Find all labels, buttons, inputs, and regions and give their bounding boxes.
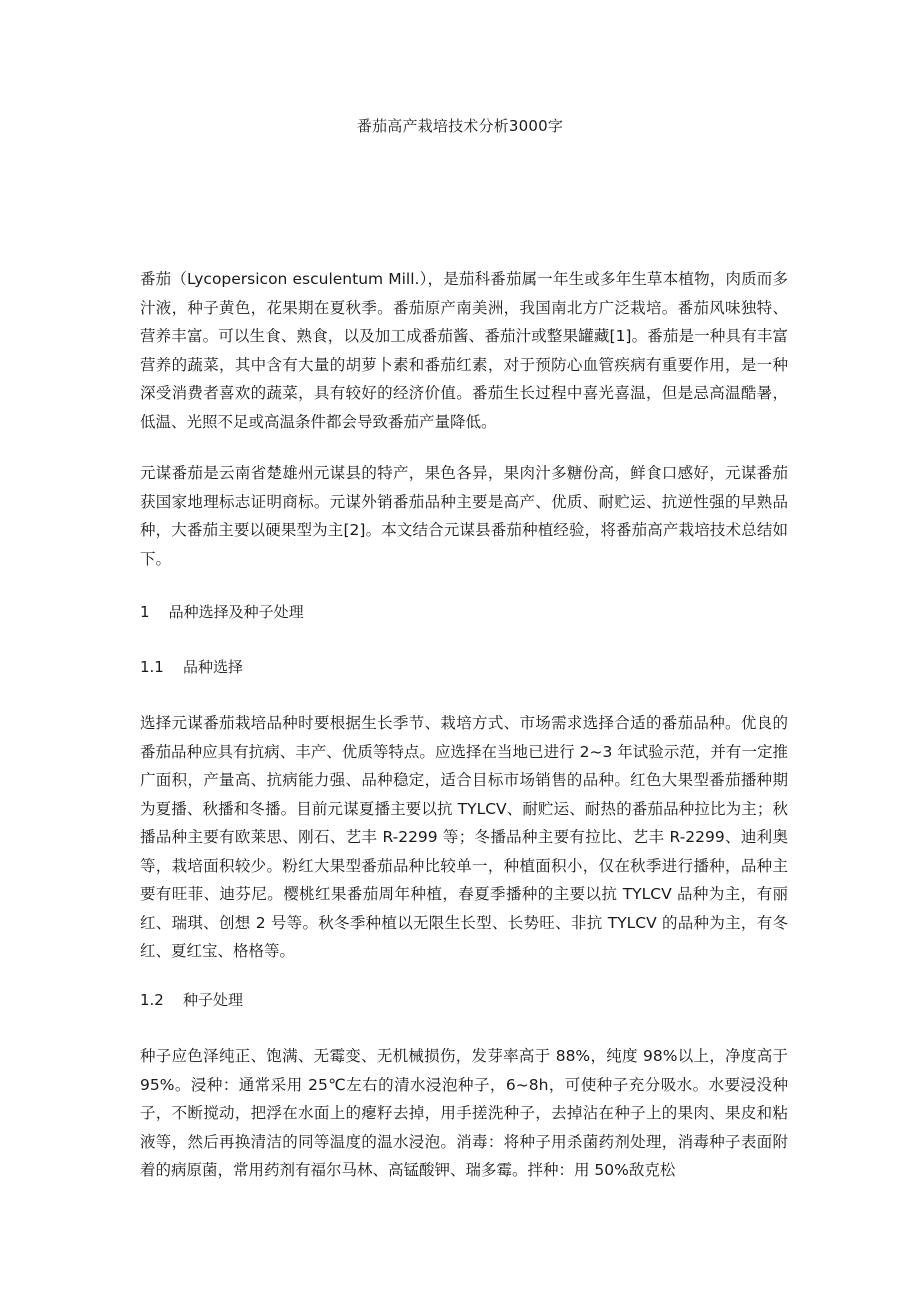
- section-title: 品种选择: [182, 658, 243, 676]
- section-title: 品种选择及种子处理: [168, 603, 304, 621]
- section-title: 种子处理: [182, 991, 243, 1009]
- paragraph-variety-selection: 选择元谋番茄栽培品种时要根据生长季节、栽培方式、市场需求选择合适的番茄品种。优良的番茄品种应具有抗病、丰产、优质等特点。应选择在当地已进行 2~3 年试验示范，并有一定推广面积，产量高、抗病能力强、品种稳定，适合目标市场销售的品种。红色大果型番茄播种期为夏播、秋播和冬播。目前元谋夏播主要以抗 TYLCV、耐贮运、耐热的番茄品种拉比为主；秋播品种主要有欧莱思、刚石、艺丰 R-2299 等；冬播品种主要有拉比、艺丰 R-2299、迪利奥等，栽培面积较少。粉红大果型番茄品种比较单一，种植面积小，仅在秋季进行播种，品种主要有旺菲、迪芬尼。樱桃红果番茄周年种植，春夏季播种的主要以抗 TYLCV 品种为主，有丽红、瑞琪、创想 2 号等。秋冬季种植以无限生长型、长势旺、非抗 TYLCV 的品种为主，有冬红、夏红宝、格格等。: [140, 714, 788, 960]
- section-number: 1.2: [140, 991, 164, 1009]
- paragraph-intro-1: 番茄（Lycopersicon esculentum Mill.），是茄科番茄属一年生或多年生草本植物，肉质而多汁液，种子黄色，花果期在夏秋季。番茄原产南美洲，我国南北方广泛栽培。番茄风味独特、营养丰富。可以生食、熟食，以及加工成番茄酱、番茄汁或整果罐藏[1]。番茄是一种具有丰富营养的蔬菜，其中含有大量的胡萝卜素和番茄红素，对于预防心血管疾病有重要作用，是一种深受消费者喜欢的蔬菜，具有较好的经济价值。番茄生长过程中喜光喜温，但是忌高温酷暑，低温、光照不足或高温条件都会导致番茄产量降低。: [140, 270, 788, 431]
- section-heading-1-1: [140, 655, 780, 679]
- document-title: 番茄高产栽培技术分析3000字: [356, 117, 564, 135]
- section-number: 1.1: [140, 658, 164, 676]
- section-heading-1-2: [140, 988, 780, 1012]
- section-heading-1: [140, 600, 780, 624]
- paragraph-intro-2: 元谋番茄是云南省楚雄州元谋县的特产，果色各异，果肉汁多糖份高，鲜食口感好，元谋番茄获国家地理标志证明商标。元谋外销番茄品种主要是高产、优质、耐贮运、抗逆性强的早熟品种，大番茄主要以硬果型为主[2]。本文结合元谋县番茄种植经验，将番茄高产栽培技术总结如下。: [140, 464, 788, 568]
- paragraph-seed-treatment: 种子应色泽纯正、饱满、无霉变、无机械损伤，发芽率高于 88%，纯度 98%以上，净度高于 95%。浸种：通常采用 25℃左右的清水浸泡种子，6~8h，可使种子充分吸水。水要浸没种子，不断搅动，把浮在水面上的瘪籽去掉，用手搓洗种子，去掉沾在种子上的果肉、果皮和粘液等，然后再换清洁的同等温度的温水浸泡。消毒：将种子用杀菌药剂处理，消毒种子表面附着的病原菌，常用药剂有福尔马林、高锰酸钾、瑞多霉。拌种：用 50%敌克松: [140, 1047, 788, 1179]
- section-number: 1: [140, 603, 150, 621]
